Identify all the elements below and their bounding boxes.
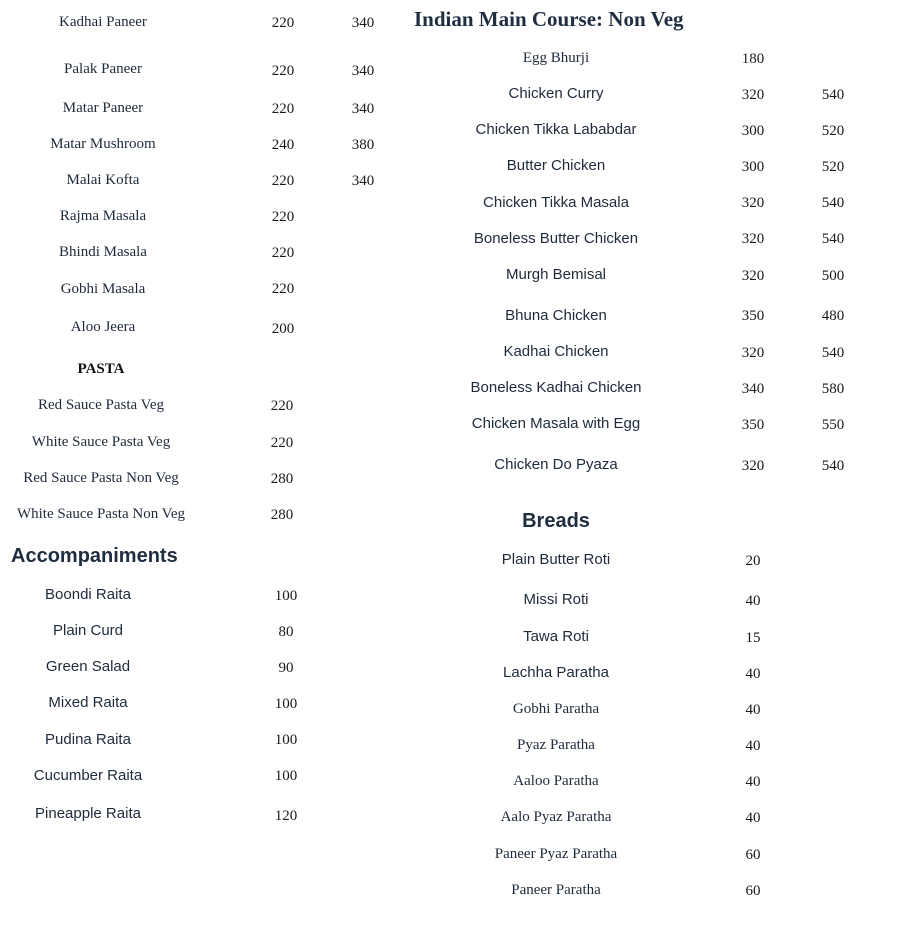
nonveg-item-full-price: 540 xyxy=(821,345,845,361)
bread-item-name: Gobhi Paratha xyxy=(512,701,600,717)
nonveg-item-half-price: 340 xyxy=(741,381,765,397)
veg-item-half-price: 220 xyxy=(271,63,295,79)
veg-item-name: Gobhi Masala xyxy=(60,281,146,297)
veg-item-half-price: 220 xyxy=(271,15,295,31)
bread-item-name: Missi Roti xyxy=(523,591,589,608)
nonveg-item-full-price: 540 xyxy=(821,195,845,211)
bread-item-price: 40 xyxy=(745,666,761,682)
nonveg-item-full-price: 520 xyxy=(821,159,845,175)
bread-item-price: 15 xyxy=(745,630,761,646)
nonveg-item-name: Chicken Curry xyxy=(508,85,604,102)
veg-item-name: Matar Paneer xyxy=(62,100,144,116)
bread-item-name: Lachha Paratha xyxy=(503,664,609,681)
pasta-item-name: Red Sauce Pasta Non Veg xyxy=(23,470,179,486)
nonveg-item-full-price: 580 xyxy=(821,381,845,397)
nonveg-item-name: Bhuna Chicken xyxy=(505,307,607,324)
accompaniment-item-name: Pudina Raita xyxy=(45,731,131,748)
nonveg-item-half-price: 320 xyxy=(741,268,765,284)
veg-item-name: Aloo Jeera xyxy=(70,319,136,335)
pasta-item-price: 220 xyxy=(270,435,294,451)
veg-item-full-price: 340 xyxy=(351,173,375,189)
nonveg-item-half-price: 300 xyxy=(741,123,765,139)
veg-item-half-price: 200 xyxy=(271,321,295,337)
veg-item-full-price: 380 xyxy=(351,137,375,153)
nonveg-item-name: Boneless Kadhai Chicken xyxy=(470,379,642,396)
bread-item-price: 20 xyxy=(745,553,761,569)
nonveg-item-name: Chicken Masala with Egg xyxy=(471,415,641,432)
accompaniment-item-name: Green Salad xyxy=(45,658,131,675)
nonveg-item-name: Chicken Tikka Lababdar xyxy=(475,121,637,138)
nonveg-item-full-price: 540 xyxy=(821,458,845,474)
accompaniment-item-price: 100 xyxy=(274,696,298,712)
veg-item-half-price: 220 xyxy=(271,281,295,297)
accompaniment-item-name: Pineapple Raita xyxy=(35,805,141,822)
accompaniment-item-name: Plain Curd xyxy=(52,622,124,639)
bread-item-price: 60 xyxy=(745,883,761,899)
veg-item-full-price: 340 xyxy=(351,63,375,79)
bread-item-name: Plain Butter Roti xyxy=(501,551,611,568)
nonveg-item-name: Chicken Tikka Masala xyxy=(483,194,629,211)
veg-item-half-price: 220 xyxy=(271,101,295,117)
pasta-item-price: 220 xyxy=(270,398,294,414)
accompaniment-item-price: 100 xyxy=(274,588,298,604)
nonveg-item-half-price: 320 xyxy=(741,87,765,103)
nonveg-item-full-price: 520 xyxy=(821,123,845,139)
veg-item-half-price: 240 xyxy=(271,137,295,153)
nonveg-item-name: Boneless Butter Chicken xyxy=(473,230,639,247)
veg-item-name: Matar Mushroom xyxy=(50,136,156,152)
nonveg-item-half-price: 180 xyxy=(741,51,765,67)
pasta-item-name: White Sauce Pasta Veg xyxy=(31,434,171,450)
pasta-item-price: 280 xyxy=(270,471,294,487)
nonveg-item-name: Butter Chicken xyxy=(506,157,606,174)
bread-item-name: Tawa Roti xyxy=(523,628,589,645)
nonveg-item-name: Kadhai Chicken xyxy=(503,343,609,360)
bread-item-price: 40 xyxy=(745,738,761,754)
veg-item-half-price: 220 xyxy=(271,173,295,189)
bread-item-price: 40 xyxy=(745,810,761,826)
accompaniment-item-name: Boondi Raita xyxy=(45,586,131,603)
bread-item-price: 40 xyxy=(745,774,761,790)
bread-item-name: Aaloo Paratha xyxy=(513,773,599,789)
nonveg-item-half-price: 320 xyxy=(741,345,765,361)
veg-item-half-price: 220 xyxy=(271,209,295,225)
accompaniment-item-price: 100 xyxy=(274,768,298,784)
nonveg-item-full-price: 540 xyxy=(821,87,845,103)
veg-item-full-price: 340 xyxy=(351,15,375,31)
veg-item-name: Palak Paneer xyxy=(64,61,142,77)
accompaniment-item-price: 100 xyxy=(274,732,298,748)
nonveg-item-full-price: 480 xyxy=(821,308,845,324)
bread-item-price: 60 xyxy=(745,847,761,863)
nonveg-item-name: Murgh Bemisal xyxy=(505,266,607,283)
nonveg-item-half-price: 300 xyxy=(741,159,765,175)
veg-item-name: Rajma Masala xyxy=(59,208,147,224)
bread-item-name: Aalo Pyaz Paratha xyxy=(500,809,612,825)
nonveg-item-full-price: 500 xyxy=(821,268,845,284)
veg-item-half-price: 220 xyxy=(271,245,295,261)
accompaniment-item-price: 80 xyxy=(278,624,294,640)
pasta-item-name: White Sauce Pasta Non Veg xyxy=(16,506,186,522)
bread-item-name: Paneer Paratha xyxy=(511,882,601,898)
bread-item-price: 40 xyxy=(745,593,761,609)
section-title-accompaniments: Accompaniments xyxy=(11,545,178,567)
nonveg-item-name: Egg Bhurji xyxy=(522,50,590,66)
bread-item-name: Pyaz Paratha xyxy=(517,737,595,753)
nonveg-item-half-price: 350 xyxy=(741,417,765,433)
pasta-item-price: 280 xyxy=(270,507,294,523)
accompaniment-item-name: Cucumber Raita xyxy=(33,767,143,784)
bread-item-name: Paneer Pyaz Paratha xyxy=(494,846,618,862)
nonveg-item-half-price: 320 xyxy=(741,458,765,474)
veg-item-name: Kadhai Paneer xyxy=(59,14,147,30)
section-title-breads: Breads xyxy=(522,510,590,532)
nonveg-item-full-price: 550 xyxy=(821,417,845,433)
nonveg-item-half-price: 320 xyxy=(741,195,765,211)
nonveg-item-half-price: 350 xyxy=(741,308,765,324)
section-title-pasta: PASTA xyxy=(77,361,125,377)
accompaniment-item-name: Mixed Raita xyxy=(48,694,128,711)
bread-item-price: 40 xyxy=(745,702,761,718)
pasta-item-name: Red Sauce Pasta Veg xyxy=(38,397,164,413)
nonveg-item-full-price: 540 xyxy=(821,231,845,247)
veg-item-full-price: 340 xyxy=(351,101,375,117)
nonveg-item-half-price: 320 xyxy=(741,231,765,247)
section-title-nonveg: Indian Main Course: Non Veg xyxy=(414,7,684,31)
accompaniment-item-price: 90 xyxy=(278,660,294,676)
accompaniment-item-price: 120 xyxy=(274,808,298,824)
veg-item-name: Malai Kofta xyxy=(66,172,140,188)
nonveg-item-name: Chicken Do Pyaza xyxy=(494,456,618,473)
veg-item-name: Bhindi Masala xyxy=(59,244,147,260)
